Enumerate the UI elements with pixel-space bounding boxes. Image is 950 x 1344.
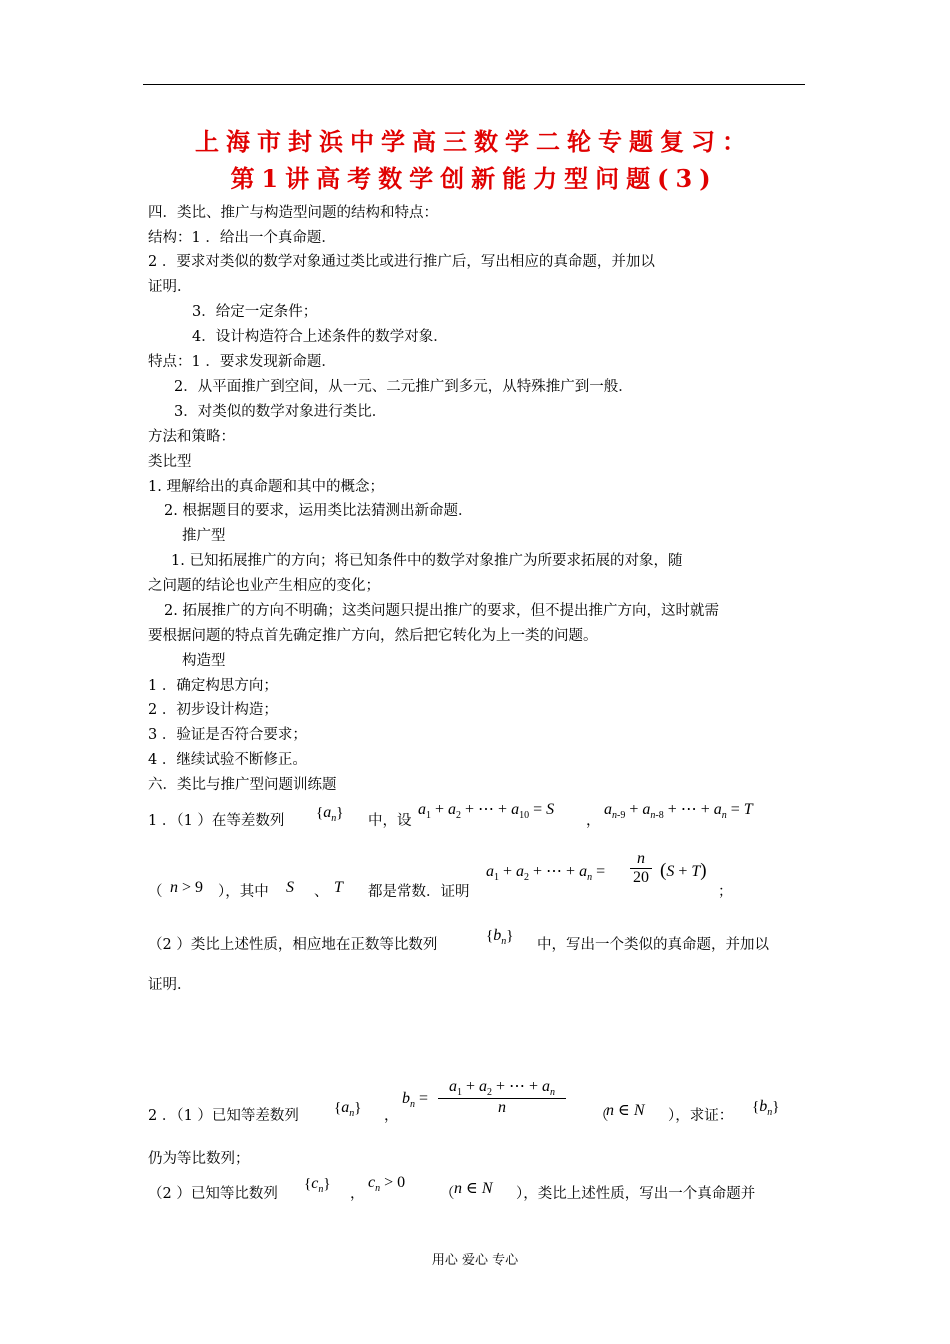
problem-text: 、 [314, 884, 329, 900]
text-line: 4 ．继续试验不断修正。 [148, 752, 307, 768]
text-line: 3．对类似的数学对象进行类比． [174, 404, 387, 420]
problem-text: 证明． [148, 977, 192, 993]
text-line: 结构：1 ．给出一个真命题． [148, 230, 336, 246]
problem-text: ），类比上述性质，写出一个真命题并 [516, 1186, 756, 1202]
problem-text: ， [350, 1186, 365, 1202]
text-line: 要根据问题的特点首先确定推广方向，然后把它转化为上一类的问题。 [148, 628, 598, 644]
text-line: 特点：1 ．要求发现新命题． [148, 354, 336, 370]
header-rule [143, 84, 805, 85]
math-formula: $\{b_n\}$ [752, 1098, 780, 1118]
math-formula: T [334, 879, 343, 896]
problem-text: ），求证： [668, 1108, 734, 1124]
problem-text: ），其中 [218, 884, 269, 900]
text-line: 1 ．确定构思方向； [148, 678, 278, 694]
math-formula: n ∈ N [454, 1180, 493, 1197]
problem-text: 仍为等比数列； [148, 1151, 250, 1167]
text-line: 证明． [148, 279, 192, 295]
text-line: 之问题的结论也业产生相应的变化； [148, 578, 380, 594]
problem-text: （ [148, 884, 163, 900]
text-line: 四．类比、推广与构造型问题的结构和特点： [148, 205, 438, 221]
math-formula: n ∈ N [606, 1102, 645, 1119]
text-line: 2 ．要求对类似的数学对象通过类比或进行推广后，写出相应的真命题，并加以 [148, 254, 655, 270]
problem-text: ； [718, 884, 733, 900]
math-fraction: $a_1 + a_2$ + ⋯ + $a_n$ n [438, 1076, 566, 1117]
problem-text: （2 ）已知等比数列 [148, 1186, 278, 1202]
text-line: 4．设计构造符合上述条件的数学对象． [192, 329, 448, 345]
math-formula: $\{b_n\}$ [486, 927, 514, 947]
math-formula: $\{a_n\}$ [334, 1099, 362, 1119]
problem-text: 中，设 [368, 813, 412, 829]
page-title: 上海市封浜中学高三数学二轮专题复习： [195, 127, 753, 156]
problem-text: ， [384, 1108, 399, 1124]
text-line: 构造型 [182, 653, 226, 669]
math-formula: (S + T) [660, 860, 707, 881]
math-formula: $c_n > 0$ [368, 1174, 406, 1194]
problem-text: （2 ）类比上述性质，相应地在正数等比数列 [148, 937, 438, 953]
math-formula: $\{c_n\}$ [304, 1175, 331, 1195]
math-formula: $a_1 + a_2$ + ⋯ + $a_n$ = [486, 863, 606, 883]
page-subtitle: 第1讲高考数学创新能力型问题(3) [230, 164, 718, 193]
text-line: 2. 拓展推广的方向不明确；这类问题只提出推广的要求，但不提出推广方向，这时就需 [164, 603, 719, 619]
text-line: 推广型 [182, 528, 226, 544]
text-line: 2．从平面推广到空间，从一元、二元推广到多元，从特殊推广到一般． [174, 379, 633, 395]
text-line: 3．给定一定条件； [192, 304, 318, 320]
math-formula: n > 9 [170, 879, 204, 896]
text-line: 2 ．初步设计构造； [148, 702, 278, 718]
math-formula: S [286, 879, 294, 896]
math-fraction: n 20 [630, 850, 652, 887]
math-formula: $a_1 + a_2$ + ⋯ + $a_{10} = S$ [418, 801, 555, 821]
math-formula: $\{a_n\}$ [316, 804, 344, 824]
page-footer: 用心 爱心 专心 [431, 1253, 519, 1268]
text-line: 1. 已知拓展推广的方向；将已知条件中的数学对象推广为所要求拓展的对象，随 [171, 553, 683, 569]
text-line: 六．类比与推广型问题训练题 [148, 777, 337, 793]
problem-text: ， [586, 813, 601, 829]
problem-text: 1 ．（1 ）在等差数列 [148, 813, 285, 829]
text-line: 3 ．验证是否符合要求； [148, 727, 307, 743]
problem-text: （ [440, 1186, 455, 1202]
math-formula: $b_n$ = [402, 1090, 429, 1110]
text-line: 方法和策略： [148, 429, 235, 445]
problem-text: 中，写出一个类似的真命题，并加以 [537, 937, 769, 953]
problem-text: 2 ．（1 ）已知等差数列 [148, 1108, 299, 1124]
problem-text: （ [594, 1108, 609, 1124]
text-line: 2. 根据题目的要求，运用类比法猜测出新命题． [164, 503, 473, 519]
problem-text: 都是常数．证明 [368, 884, 470, 900]
math-formula: $a_{n-9} + a_{n-8}$ + ⋯ + $a_n = T$ [604, 801, 753, 821]
text-line: 1. 理解给出的真命题和其中的概念； [148, 479, 384, 495]
text-line: 类比型 [148, 454, 192, 470]
